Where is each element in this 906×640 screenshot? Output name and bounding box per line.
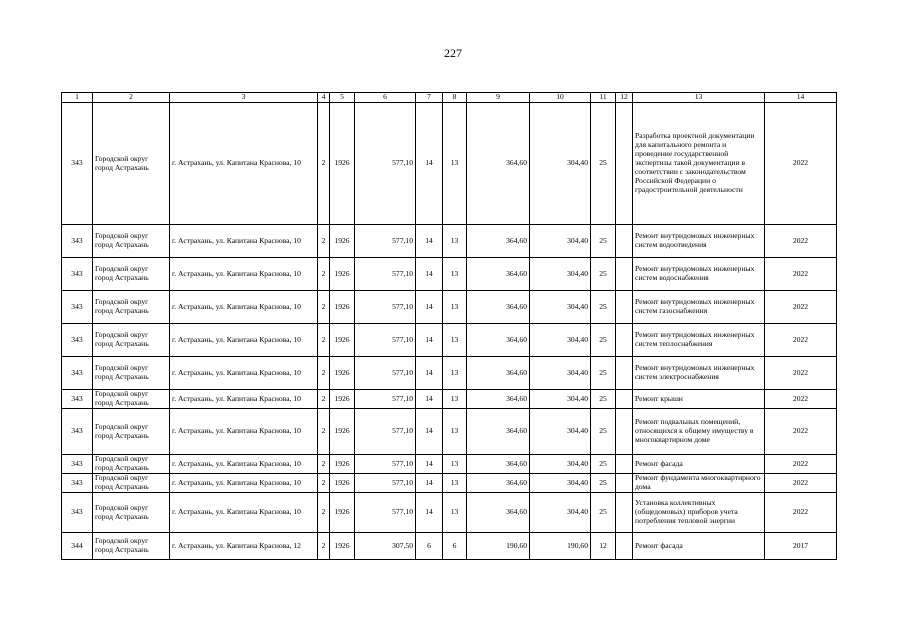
cell-area-10: 304,40 bbox=[530, 493, 591, 533]
cell-work-type: Разработка проектной документации для капитального ремонта и проведение государственной экспертизы такой документации в соответствии с законодательством Российской Федерации о градостроительной деятельности bbox=[633, 103, 765, 225]
cell-col7: 14 bbox=[416, 390, 443, 409]
cell-col11: 25 bbox=[591, 409, 616, 455]
cell-area-10: 304,40 bbox=[530, 409, 591, 455]
cell-col8: 13 bbox=[443, 103, 467, 225]
cell-number: 343 bbox=[62, 390, 93, 409]
cell-col11: 25 bbox=[591, 324, 616, 357]
cell-col12 bbox=[616, 533, 633, 560]
cell-col4: 2 bbox=[318, 474, 330, 493]
cell-area-10: 304,40 bbox=[530, 103, 591, 225]
cell-area-total: 577,10 bbox=[355, 225, 416, 258]
cell-col8: 13 bbox=[443, 324, 467, 357]
cell-col4: 2 bbox=[318, 357, 330, 390]
cell-year: 1926 bbox=[330, 533, 355, 560]
cell-work-type: Ремонт внутридомовых инженерных систем электроснабжения bbox=[633, 357, 765, 390]
cell-work-type: Ремонт фасада bbox=[633, 455, 765, 474]
cell-area-total: 577,10 bbox=[355, 474, 416, 493]
cell-year-plan: 2022 bbox=[765, 474, 837, 493]
cell-address: г. Астрахань, ул. Капитана Краснова, 10 bbox=[170, 455, 318, 474]
cell-col8: 13 bbox=[443, 455, 467, 474]
table-row bbox=[62, 225, 837, 258]
cell-area-9: 364,60 bbox=[467, 291, 530, 324]
cell-municipality: Городской округ город Астрахань bbox=[93, 493, 170, 533]
cell-col8: 13 bbox=[443, 493, 467, 533]
cell-address: г. Астрахань, ул. Капитана Краснова, 10 bbox=[170, 493, 318, 533]
header-cell-8: 8 bbox=[443, 93, 467, 103]
cell-col11: 25 bbox=[591, 357, 616, 390]
cell-municipality: Городской округ город Астрахань bbox=[93, 225, 170, 258]
cell-area-total: 577,10 bbox=[355, 455, 416, 474]
cell-year: 1926 bbox=[330, 357, 355, 390]
cell-col8: 13 bbox=[443, 291, 467, 324]
cell-year: 1926 bbox=[330, 291, 355, 324]
header-cell-5: 5 bbox=[330, 93, 355, 103]
cell-address: г. Астрахань, ул. Капитана Краснова, 10 bbox=[170, 474, 318, 493]
cell-area-total: 577,10 bbox=[355, 324, 416, 357]
cell-address: г. Астрахань, ул. Капитана Краснова, 10 bbox=[170, 324, 318, 357]
cell-area-10: 304,40 bbox=[530, 291, 591, 324]
cell-col4: 2 bbox=[318, 493, 330, 533]
cell-col11: 25 bbox=[591, 291, 616, 324]
cell-year-plan: 2022 bbox=[765, 455, 837, 474]
cell-col11: 25 bbox=[591, 390, 616, 409]
table-row bbox=[62, 103, 837, 225]
cell-area-9: 364,60 bbox=[467, 103, 530, 225]
cell-year-plan: 2017 bbox=[765, 533, 837, 560]
cell-area-total: 577,10 bbox=[355, 493, 416, 533]
cell-work-type: Ремонт внутридомовых инженерных систем теплоснабжения bbox=[633, 324, 765, 357]
cell-address: г. Астрахань, ул. Капитана Краснова, 10 bbox=[170, 409, 318, 455]
cell-col7: 14 bbox=[416, 409, 443, 455]
cell-area-9: 364,60 bbox=[467, 409, 530, 455]
cell-address: г. Астрахань, ул. Капитана Краснова, 10 bbox=[170, 258, 318, 291]
cell-year: 1926 bbox=[330, 409, 355, 455]
cell-year: 1926 bbox=[330, 455, 355, 474]
table-row bbox=[62, 493, 837, 533]
cell-col7: 14 bbox=[416, 357, 443, 390]
cell-number: 343 bbox=[62, 258, 93, 291]
cell-municipality: Городской округ город Астрахань bbox=[93, 533, 170, 560]
cell-col12 bbox=[616, 493, 633, 533]
table-row bbox=[62, 455, 837, 474]
cell-work-type: Ремонт внутридомовых инженерных систем водоснабжения bbox=[633, 258, 765, 291]
cell-year-plan: 2022 bbox=[765, 493, 837, 533]
cell-municipality: Городской округ город Астрахань bbox=[93, 258, 170, 291]
table-row bbox=[62, 357, 837, 390]
cell-col12 bbox=[616, 409, 633, 455]
cell-col7: 14 bbox=[416, 291, 443, 324]
cell-col7: 14 bbox=[416, 258, 443, 291]
cell-col4: 2 bbox=[318, 533, 330, 560]
capital-repair-table bbox=[61, 92, 837, 560]
cell-number: 343 bbox=[62, 357, 93, 390]
cell-year: 1926 bbox=[330, 324, 355, 357]
cell-year: 1926 bbox=[330, 390, 355, 409]
cell-address: г. Астрахань, ул. Капитана Краснова, 12 bbox=[170, 533, 318, 560]
cell-area-9: 364,60 bbox=[467, 474, 530, 493]
header-cell-13: 13 bbox=[633, 93, 765, 103]
cell-col11: 12 bbox=[591, 533, 616, 560]
cell-col4: 2 bbox=[318, 103, 330, 225]
header-cell-14: 14 bbox=[765, 93, 837, 103]
cell-col12 bbox=[616, 324, 633, 357]
cell-municipality: Городской округ город Астрахань bbox=[93, 357, 170, 390]
cell-col11: 25 bbox=[591, 258, 616, 291]
cell-area-9: 364,60 bbox=[467, 455, 530, 474]
cell-year-plan: 2022 bbox=[765, 390, 837, 409]
cell-year: 1926 bbox=[330, 258, 355, 291]
cell-municipality: Городской округ город Астрахань bbox=[93, 324, 170, 357]
cell-area-9: 364,60 bbox=[467, 390, 530, 409]
cell-address: г. Астрахань, ул. Капитана Краснова, 10 bbox=[170, 103, 318, 225]
cell-address: г. Астрахань, ул. Капитана Краснова, 10 bbox=[170, 357, 318, 390]
cell-col11: 25 bbox=[591, 474, 616, 493]
cell-address: г. Астрахань, ул. Капитана Краснова, 10 bbox=[170, 291, 318, 324]
cell-number: 343 bbox=[62, 225, 93, 258]
cell-work-type: Ремонт фасада bbox=[633, 533, 765, 560]
cell-col12 bbox=[616, 258, 633, 291]
header-cell-1: 1 bbox=[62, 93, 93, 103]
cell-municipality: Городской округ город Астрахань bbox=[93, 390, 170, 409]
cell-col8: 6 bbox=[443, 533, 467, 560]
cell-municipality: Городской округ город Астрахань bbox=[93, 103, 170, 225]
cell-col4: 2 bbox=[318, 291, 330, 324]
cell-col8: 13 bbox=[443, 390, 467, 409]
cell-area-total: 577,10 bbox=[355, 409, 416, 455]
cell-year-plan: 2022 bbox=[765, 357, 837, 390]
cell-col12 bbox=[616, 357, 633, 390]
cell-number: 343 bbox=[62, 103, 93, 225]
cell-year-plan: 2022 bbox=[765, 324, 837, 357]
cell-work-type: Ремонт внутридомовых инженерных систем газоснабжения bbox=[633, 291, 765, 324]
header-cell-11: 11 bbox=[591, 93, 616, 103]
cell-col8: 13 bbox=[443, 474, 467, 493]
cell-area-9: 364,60 bbox=[467, 493, 530, 533]
cell-area-10: 190,60 bbox=[530, 533, 591, 560]
header-cell-7: 7 bbox=[416, 93, 443, 103]
cell-col7: 14 bbox=[416, 474, 443, 493]
cell-year: 1926 bbox=[330, 103, 355, 225]
cell-col12 bbox=[616, 103, 633, 225]
header-cell-6: 6 bbox=[355, 93, 416, 103]
cell-col12 bbox=[616, 291, 633, 324]
cell-col4: 2 bbox=[318, 455, 330, 474]
cell-number: 343 bbox=[62, 455, 93, 474]
cell-col11: 25 bbox=[591, 493, 616, 533]
cell-area-9: 190,60 bbox=[467, 533, 530, 560]
header-cell-9: 9 bbox=[467, 93, 530, 103]
table-row bbox=[62, 474, 837, 493]
cell-number: 343 bbox=[62, 324, 93, 357]
cell-col8: 13 bbox=[443, 409, 467, 455]
cell-area-total: 577,10 bbox=[355, 103, 416, 225]
cell-col8: 13 bbox=[443, 258, 467, 291]
table-row bbox=[62, 390, 837, 409]
cell-number: 343 bbox=[62, 409, 93, 455]
header-cell-2: 2 bbox=[93, 93, 170, 103]
cell-area-total: 577,10 bbox=[355, 357, 416, 390]
cell-work-type: Ремонт подвальных помещений, относящихся к общему имуществу в многоквартирном доме bbox=[633, 409, 765, 455]
table-row bbox=[62, 533, 837, 560]
cell-col12 bbox=[616, 474, 633, 493]
table-row bbox=[62, 258, 837, 291]
cell-year: 1926 bbox=[330, 493, 355, 533]
cell-area-9: 364,60 bbox=[467, 357, 530, 390]
cell-area-total: 577,10 bbox=[355, 258, 416, 291]
cell-col7: 14 bbox=[416, 225, 443, 258]
cell-col7: 14 bbox=[416, 455, 443, 474]
cell-area-total: 577,10 bbox=[355, 390, 416, 409]
table-row bbox=[62, 291, 837, 324]
cell-area-total: 307,50 bbox=[355, 533, 416, 560]
cell-col4: 2 bbox=[318, 390, 330, 409]
cell-year: 1926 bbox=[330, 225, 355, 258]
cell-municipality: Городской округ город Астрахань bbox=[93, 474, 170, 493]
cell-number: 343 bbox=[62, 493, 93, 533]
cell-number: 343 bbox=[62, 291, 93, 324]
cell-area-total: 577,10 bbox=[355, 291, 416, 324]
cell-area-10: 304,40 bbox=[530, 324, 591, 357]
cell-municipality: Городской округ город Астрахань bbox=[93, 409, 170, 455]
cell-area-10: 304,40 bbox=[530, 455, 591, 474]
header-cell-12: 12 bbox=[616, 93, 633, 103]
cell-col7: 6 bbox=[416, 533, 443, 560]
cell-area-10: 304,40 bbox=[530, 225, 591, 258]
cell-address: г. Астрахань, ул. Капитана Краснова, 10 bbox=[170, 390, 318, 409]
cell-col7: 14 bbox=[416, 324, 443, 357]
cell-year-plan: 2022 bbox=[765, 291, 837, 324]
cell-col4: 2 bbox=[318, 409, 330, 455]
header-cell-4: 4 bbox=[318, 93, 330, 103]
header-cell-10: 10 bbox=[530, 93, 591, 103]
cell-area-10: 304,40 bbox=[530, 390, 591, 409]
cell-area-10: 304,40 bbox=[530, 357, 591, 390]
table-header-row bbox=[62, 93, 837, 103]
cell-col11: 25 bbox=[591, 225, 616, 258]
cell-area-9: 364,60 bbox=[467, 225, 530, 258]
cell-work-type: Ремонт крыши bbox=[633, 390, 765, 409]
header-cell-3: 3 bbox=[170, 93, 318, 103]
cell-municipality: Городской округ город Астрахань bbox=[93, 291, 170, 324]
cell-col7: 14 bbox=[416, 493, 443, 533]
cell-address: г. Астрахань, ул. Капитана Краснова, 10 bbox=[170, 225, 318, 258]
cell-year-plan: 2022 bbox=[765, 258, 837, 291]
cell-col11: 25 bbox=[591, 103, 616, 225]
cell-col12 bbox=[616, 390, 633, 409]
table-body bbox=[62, 93, 837, 560]
cell-year-plan: 2022 bbox=[765, 225, 837, 258]
cell-number: 344 bbox=[62, 533, 93, 560]
cell-col12 bbox=[616, 225, 633, 258]
cell-area-9: 364,60 bbox=[467, 324, 530, 357]
table-row bbox=[62, 409, 837, 455]
cell-col4: 2 bbox=[318, 324, 330, 357]
cell-col8: 13 bbox=[443, 357, 467, 390]
cell-work-type: Установка коллективных (общедомовых) приборов учета потребления тепловой энергии bbox=[633, 493, 765, 533]
table-row bbox=[62, 324, 837, 357]
cell-col8: 13 bbox=[443, 225, 467, 258]
cell-col12 bbox=[616, 455, 633, 474]
cell-col7: 14 bbox=[416, 103, 443, 225]
cell-year: 1926 bbox=[330, 474, 355, 493]
cell-work-type: Ремонт фундамента многоквартирного дома bbox=[633, 474, 765, 493]
cell-year-plan: 2022 bbox=[765, 103, 837, 225]
cell-col11: 25 bbox=[591, 455, 616, 474]
cell-col4: 2 bbox=[318, 258, 330, 291]
page-number: 227 bbox=[444, 46, 462, 60]
cell-area-9: 364,60 bbox=[467, 258, 530, 291]
cell-number: 343 bbox=[62, 474, 93, 493]
cell-area-10: 304,40 bbox=[530, 258, 591, 291]
cell-municipality: Городской округ город Астрахань bbox=[93, 455, 170, 474]
cell-year-plan: 2022 bbox=[765, 409, 837, 455]
cell-col4: 2 bbox=[318, 225, 330, 258]
cell-work-type: Ремонт внутридомовых инженерных систем водоотведения bbox=[633, 225, 765, 258]
cell-area-10: 304,40 bbox=[530, 474, 591, 493]
